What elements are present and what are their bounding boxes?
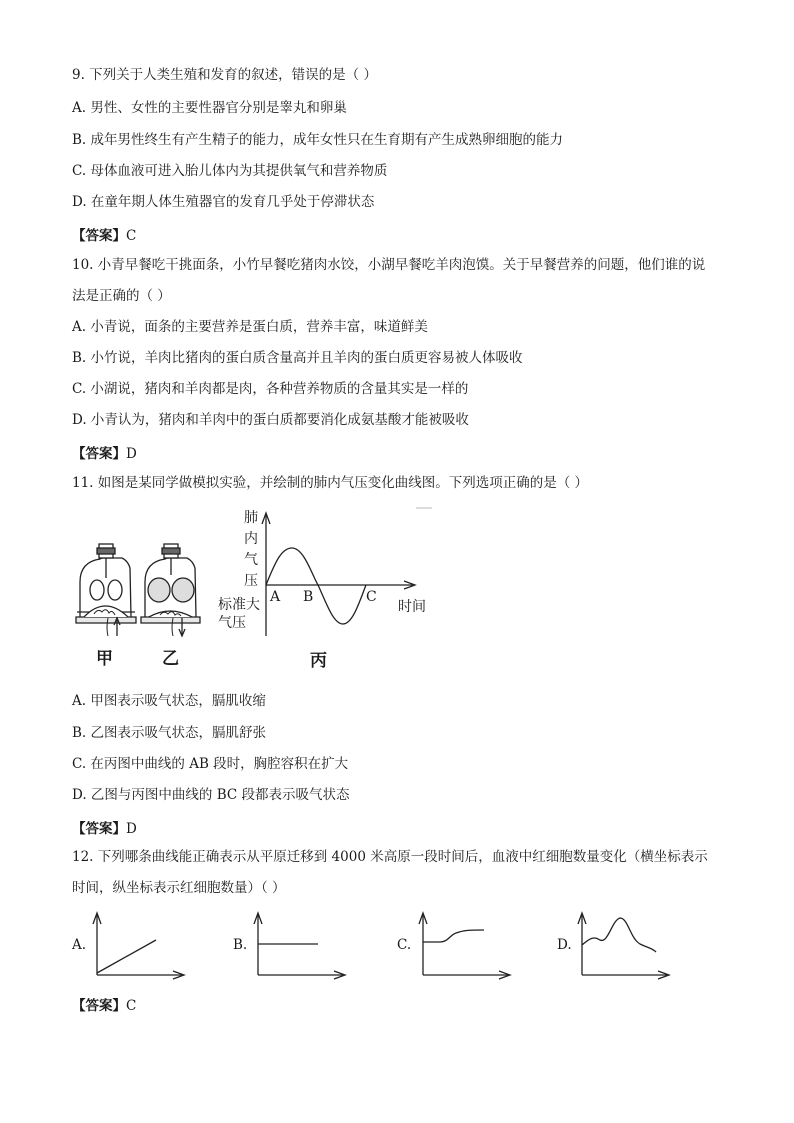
q10-answer — [72, 442, 137, 462]
baseline-label-line: 标准大 — [218, 597, 260, 613]
answer-tag: 【答案】 — [72, 446, 126, 462]
answer-tag: 【答案】 — [72, 821, 126, 837]
q10-option-a: A. 小青说，面条的主要营养是蛋白质，营养丰富，味道鲜美 — [72, 319, 428, 335]
q10-option-c: C. 小湖说，猪肉和羊肉都是肉，各种营养物质的含量其实是一样的 — [72, 381, 469, 397]
q10-option-d: D. 小青认为，猪肉和羊肉中的蛋白质都要消化成氨基酸才能被吸收 — [72, 412, 469, 428]
y-axis-label-char: 肺 — [244, 510, 258, 526]
answer-value: C — [126, 228, 137, 244]
y-axis-label — [244, 508, 260, 592]
q9-option-b: B. 成年男性终生有产生精子的能力，成年女性只在生育期有产生成熟卵细胞的能力 — [72, 132, 564, 148]
point-a-label: A — [270, 589, 281, 605]
q12-option-a-label: A. — [72, 937, 87, 953]
baseline-label-line: 气压 — [218, 615, 246, 631]
q11-option-d: D. 乙图与丙图中曲线的 BC 段都表示吸气状态 — [72, 787, 350, 803]
q12-chart-a — [93, 913, 184, 979]
q11-option-a: A. 甲图表示吸气状态，膈肌收缩 — [72, 693, 266, 709]
x-axis-arrow — [404, 581, 415, 589]
figure-label-yi: 乙 — [162, 649, 179, 669]
baseline-label — [218, 596, 260, 632]
point-b-label: B — [303, 589, 314, 605]
q12-chart-d — [578, 913, 669, 979]
q10-option-b: B. 小竹说，羊肉比猪肉的蛋白质含量高并且羊肉的蛋白质更容易被人体吸收 — [72, 350, 523, 366]
y-axis-label-char: 压 — [244, 573, 258, 589]
curve-c — [423, 930, 484, 942]
curve-a — [97, 940, 156, 973]
point-c-label: C — [366, 589, 377, 605]
bell-jar-jia — [76, 544, 136, 636]
q11-option-b: B. 乙图表示吸气状态，膈肌舒张 — [72, 725, 267, 741]
y-axis-label-char: 气 — [244, 552, 258, 568]
q10-stem-line1: 10. 小青早餐吃干挑面条，小竹早餐吃猪肉水饺，小湖早餐吃羊肉泡馍。关于早餐营养的问题，他们谁的说 — [72, 257, 706, 273]
q9-option-c: C. 母体血液可进入胎儿体内为其提供氧气和营养物质 — [72, 163, 388, 179]
y-axis-arrow — [262, 513, 270, 524]
q11-answer — [72, 817, 137, 837]
answer-tag: 【答案】 — [72, 998, 126, 1014]
q12-stem-line2: 时间，纵坐标表示红细胞数量）（ ） — [72, 880, 286, 896]
q10-stem-line2: 法是正确的（ ） — [72, 288, 171, 304]
q12-stem-line1: 12. 下列哪条曲线能正确表示从平原迁移到 4000 米高原一段时间后，血液中红细胞数量变化（横坐标表示 — [72, 849, 708, 865]
answer-value: D — [126, 446, 137, 462]
answer-tag: 【答案】 — [72, 228, 126, 244]
q12-option-b-label: B. — [233, 937, 248, 953]
q12-option-d-label: D. — [557, 937, 572, 953]
q12-answer — [72, 994, 136, 1014]
q9-option-a: A. 男性、女性的主要性器官分别是睾丸和卵巢 — [72, 100, 347, 116]
q11-option-c: C. 在丙图中曲线的 AB 段时，胸腔容积在扩大 — [72, 756, 349, 772]
y-axis-label-char: 内 — [244, 531, 258, 547]
q11-stem: 11. 如图是某同学做模拟实验，并绘制的肺内气压变化曲线图。下列选项正确的是（ ） — [72, 475, 589, 491]
answer-value: C — [126, 998, 137, 1014]
figure-label-bing: 丙 — [310, 651, 327, 671]
curve-d — [582, 918, 656, 952]
pressure-curve — [266, 548, 366, 624]
q12-chart-c — [419, 913, 510, 979]
bell-jar-yi — [141, 544, 200, 636]
pressure-chart-bing — [262, 508, 432, 636]
x-axis-label: 时间 — [398, 599, 426, 615]
answer-value: D — [126, 821, 137, 837]
q9-option-d: D. 在童年期人体生殖器官的发育几乎处于停滞状态 — [72, 194, 375, 210]
figure-label-jia: 甲 — [96, 649, 113, 669]
q12-chart-b — [254, 913, 345, 979]
q9-stem: 9. 下列关于人类生殖和发育的叙述，错误的是（ ） — [72, 67, 377, 83]
q12-option-c-label: C. — [397, 937, 412, 953]
q9-answer — [72, 224, 136, 244]
